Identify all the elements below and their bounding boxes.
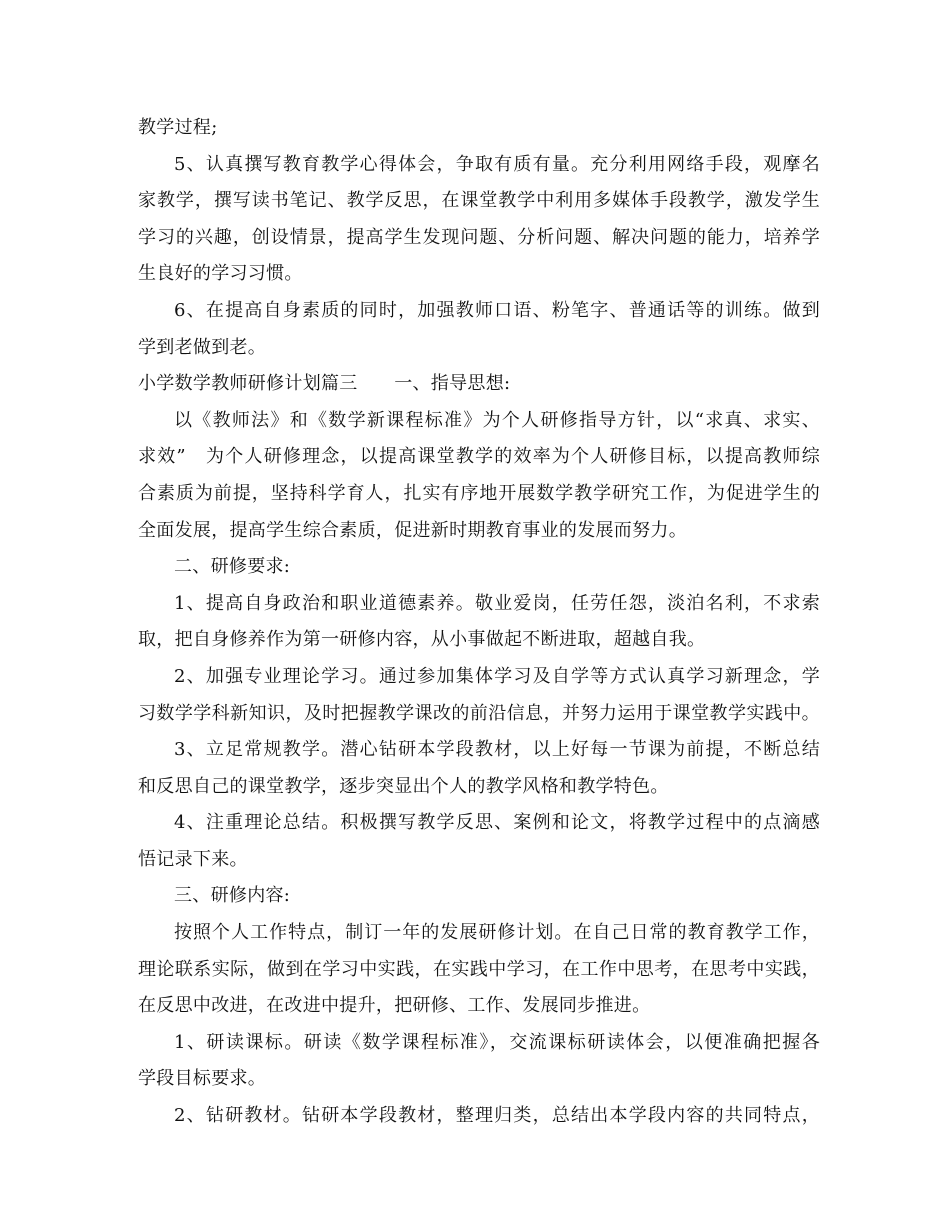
- text-line: 6、在提高自身素质的同时，加强教师口语、粉笔字、普通话等的训练。做到: [174, 299, 820, 321]
- text-line: 1、研读课标。研读《数学课程标准》，交流课标研读体会，以便准确把握各: [174, 1031, 820, 1053]
- text-line: 生良好的学习习惯。: [138, 263, 303, 285]
- text-line: 家教学，撰写读书笔记、教学反思，在课堂教学中利用多媒体手段教学，激发学生: [138, 190, 820, 212]
- text-line: 合素质为前提，坚持科学育人，扎实有序地开展数学教学研究工作，为促进学生的: [138, 482, 820, 504]
- text-line: 三、研修内容:: [174, 885, 291, 907]
- text-line: 2、钻研教材。钻研本学段教材，整理归类，总结出本学段内容的共同特点，: [174, 1105, 820, 1127]
- text-line: 1、提高自身政治和职业道德素养。敬业爱岗，任劳任怨，淡泊名利，不求索: [174, 592, 820, 614]
- text-line: 学习的兴趣，创设情景，提高学生发现问题、分析问题、解决问题的能力，培养学: [138, 226, 820, 248]
- text-line: 5、认真撰写教育教学心得体会，争取有质有量。充分利用网络手段，观摩名: [174, 153, 820, 175]
- text-line: 二、研修要求:: [174, 556, 291, 578]
- text-line: 理论联系实际，做到在学习中实践，在实践中学习，在工作中思考，在思考中实践，: [138, 958, 820, 980]
- text-line: 教学过程;: [138, 117, 218, 138]
- text-line: 4、注重理论总结。积极撰写教学反思、案例和论文，将教学过程中的点滴感: [174, 812, 820, 834]
- text-line: 学段目标要求。: [138, 1068, 267, 1090]
- text-line: 2、加强专业理论学习。通过参加集体学习及自学等方式认真学习新理念，学: [174, 665, 820, 687]
- text-line: 习数学学科新知识，及时把握教学课改的前沿信息，并努力运用于课堂教学实践中。: [138, 702, 820, 724]
- text-line: 和反思自己的课堂教学，逐步突显出个人的教学风格和教学特色。: [138, 775, 669, 797]
- text-line: 按照个人工作特点，制订一年的发展研修计划。在自己日常的教育教学工作，: [174, 922, 820, 944]
- document-body: [138, 110, 820, 1135]
- text-line: 小学数学教师研修计划篇三 一、指导思想:: [138, 373, 511, 395]
- text-line: 以《教师法》和《数学新课程标准》为个人研修指导方针，以“求真、求实、: [174, 409, 820, 431]
- text-line: 在反思中改进，在改进中提升，把研修、工作、发展同步推进。: [138, 995, 651, 1017]
- text-line: 求效” 为个人研修理念，以提高课堂教学的效率为个人研修目标，以提高教师综: [138, 446, 820, 468]
- text-line: 3、立足常规教学。潜心钻研本学段教材，以上好每一节课为前提，不断总结: [174, 739, 820, 761]
- text-line: 悟记录下来。: [138, 848, 248, 870]
- text-line: 全面发展，提高学生综合素质，促进新时期教育事业的发展而努力。: [138, 519, 687, 541]
- text-line: 取，把自身修养作为第一研修内容，从小事做起不断进取，超越自我。: [138, 629, 706, 651]
- text-line: 学到老做到老。: [138, 336, 267, 358]
